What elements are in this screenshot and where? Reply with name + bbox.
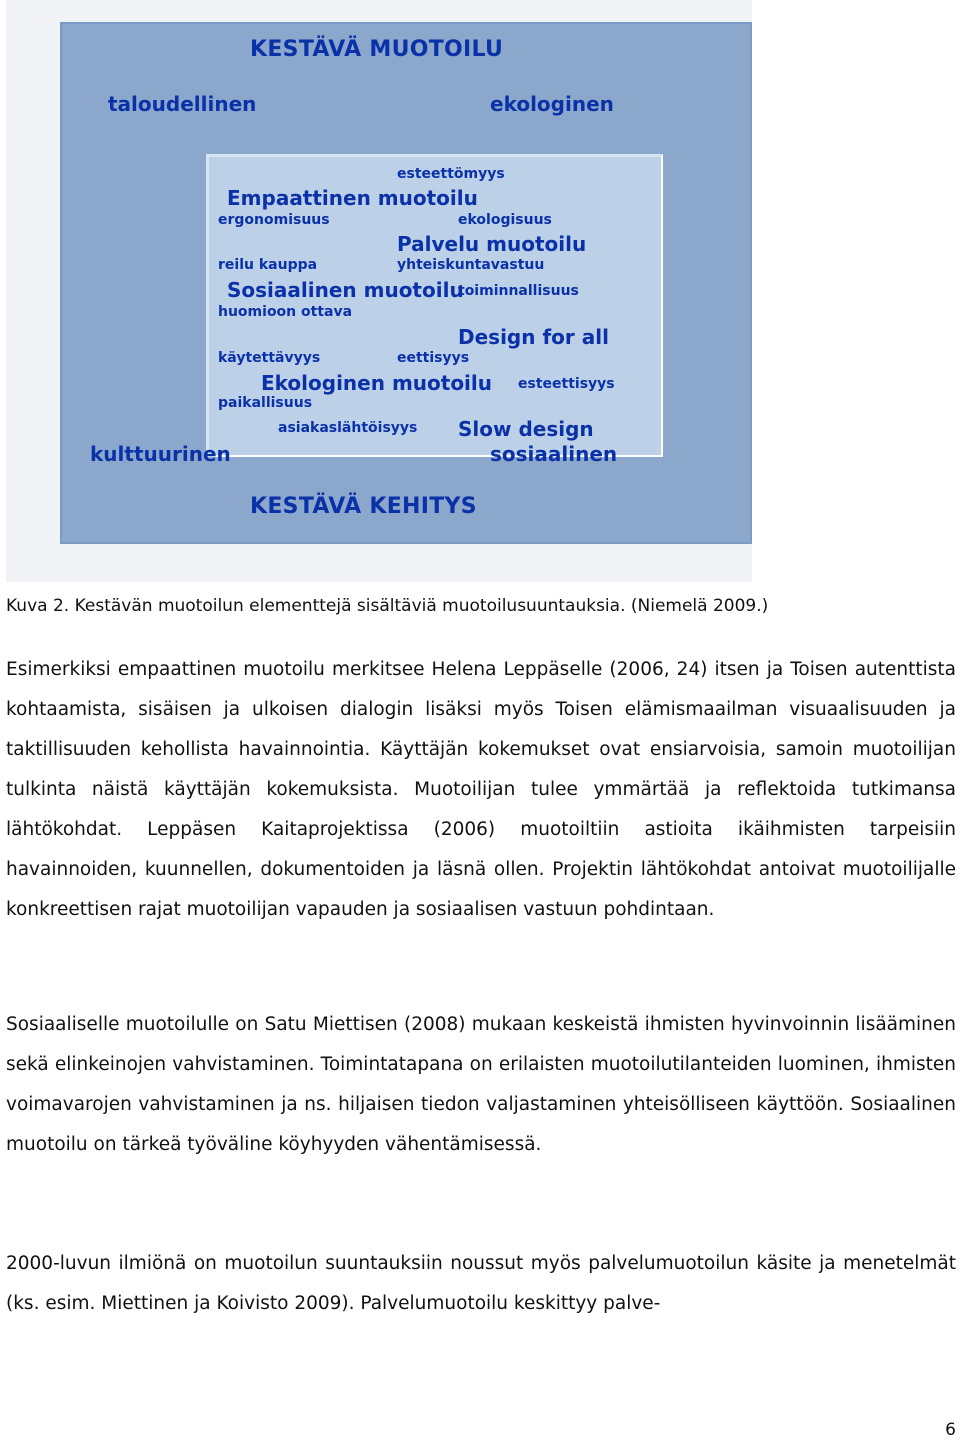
diagram-title-bottom: KESTÄVÄ KEHITYS xyxy=(250,494,477,519)
label-eettisyys: eettisyys xyxy=(397,350,470,366)
outer-label-taloudellinen: taloudellinen xyxy=(108,92,257,116)
paragraph-empaattinen: Esimerkiksi empaattinen muotoilu merkitsee Helena Leppäselle (2006, 24) itsen ja Toisen autenttista kohtaamista, sisäisen ja ulkoisen dialogin lisäksi myös Toisen elämismaailman visuaalisuuden ja taktillisuuden kehollista havainnointia. Käyttäjän kokemukset ovat ensiarvoisia, samoin muotoilijan tulkinta näistä käyttäjän kokemuksista. Muotoilijan tulee ymmärtää ja reflektoida tutkimansa lähtökohdat. Leppäsen Kaitaprojektissa (2006) muotoiltiin astioita ikäihmisten tarpeisiin havainnoiden, kuunnellen, dokumentoiden ja läsnä ollen. Projektin lähtökohdat antoivat muotoilijalle konkreettisen rajat muotoilijan vapauden ja sosiaalisen vastuun pohdintaan. xyxy=(6,659,956,920)
label-slow-design: Slow design xyxy=(458,417,594,441)
label-paikallisuus: paikallisuus xyxy=(218,395,313,411)
paragraph-sosiaalinen: Sosiaaliselle muotoilulle on Satu Miettisen (2008) mukaan keskeistä ihmisten hyvinvoinnin lisääminen sekä elinkeinojen vahvistaminen. Toimintatapana on erilaisten muotoilutilanteiden luominen, ihmisten voimavarojen vahvistaminen ja ns. hiljaisen tiedon valjastaminen yhteisölliseen käyttöön. Sosiaalinen muotoilu on tärkeä työväline köyhyyden vähentämisessä. xyxy=(6,1014,956,1155)
outer-label-kulttuurinen: kulttuurinen xyxy=(90,442,231,466)
label-ergonomisuus: ergonomisuus xyxy=(218,212,330,228)
label-kaytettavyys: käytettävyys xyxy=(218,350,321,366)
label-ekologinen-muotoilu: Ekologinen muotoilu xyxy=(261,371,493,395)
label-reilu-kauppa: reilu kauppa xyxy=(218,257,318,273)
label-ekologisuus: ekologisuus xyxy=(458,212,552,228)
sustainable-design-diagram xyxy=(60,22,752,544)
outer-label-sosiaalinen: sosiaalinen xyxy=(490,442,618,466)
label-esteettomyys: esteettömyys xyxy=(397,166,505,182)
diagram-title-top: KESTÄVÄ MUOTOILU xyxy=(250,37,504,62)
label-toiminnallisuus: toiminnallisuus xyxy=(458,283,579,299)
figure-caption: Kuva 2. Kestävän muotoilun elementtejä sisältäviä muotoilusuuntauksia. (Niemelä 2009.) xyxy=(6,596,769,616)
label-empaattinen-muotoilu: Empaattinen muotoilu xyxy=(227,186,478,210)
label-sosiaalinen-muotoilu: Sosiaalinen muotoilu xyxy=(227,278,464,302)
label-huomioon-ottava: huomioon ottava xyxy=(218,304,353,320)
label-asiakaslahtoisyys: asiakaslähtöisyys xyxy=(278,420,418,436)
page-number: 6 xyxy=(945,1420,956,1440)
outer-label-ekologinen: ekologinen xyxy=(490,92,614,116)
label-esteettisyys: esteettisyys xyxy=(518,376,615,392)
paragraph-palvelumuotoilu: 2000-luvun ilmiönä on muotoilun suuntauksiin noussut myös palvelumuotoilun käsite ja menetelmät (ks. esim. Miettinen ja Koivisto 2009). Palvelumuotoilu keskittyy palve- xyxy=(6,1253,956,1314)
label-yhteiskuntavastuu: yhteiskuntavastuu xyxy=(397,257,545,273)
label-design-for-all: Design for all xyxy=(458,325,609,349)
label-palvelu-muotoilu: Palvelu muotoilu xyxy=(397,232,587,256)
inner-box xyxy=(206,154,663,457)
